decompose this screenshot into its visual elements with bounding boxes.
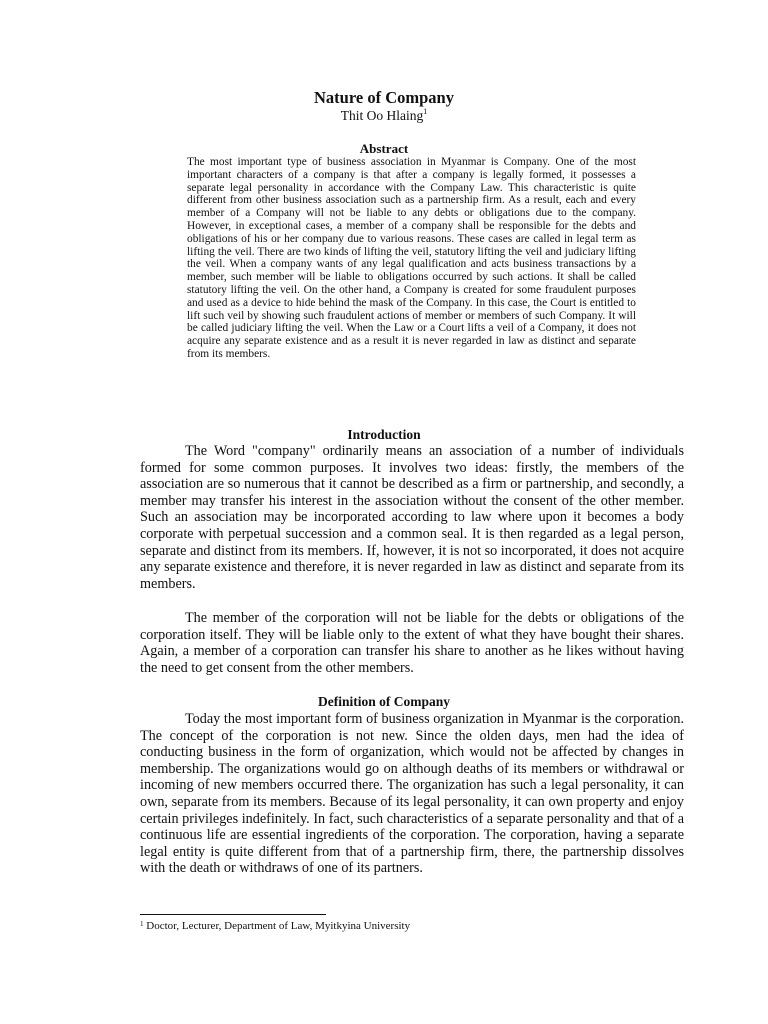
paper-title: Nature of Company — [314, 88, 454, 107]
footnote-text: Doctor, Lecturer, Department of Law, Myitkyina University — [143, 920, 411, 932]
introduction-heading: Introduction — [347, 427, 421, 442]
abstract-heading: Abstract — [359, 141, 409, 156]
definition-heading: Definition of Company — [317, 694, 450, 709]
abstract-text: The most important type of business association in Myanmar is Company. One of the most important characters of a company is that after a company is legally formed, it possesses a separate legal personality in accordance with the Company Law. This characteristic is quite different from other business association such as a partnership firm. As a result, each and every member of a Company will not be liable to any debts or obligations due to the company. However, in exceptional cases, a member of a company shall be responsible for the debts and obligations of his or her company due to various reasons. These cases are called in legal term as lifting the veil. There are two kinds of lifting the veil, statutory lifting the veil and judiciary lifting the veil. When a company wants of any legal qualification and acts business transactions by a member, such member will be liable to obligations occurred by such actions. It shall be called statutory lifting the veil. On the other hand, a Company is created for some fraudulent purposes and used as a device to hide behind the mask of the Company. In this case, the Court is entitled to lift such veil by showing such fraudulent actions of member or members of such Company. It will be called judiciary lifting the veil. When the Law or a Court lifts a veil of a Company, it does not acquire any separate existence and as a result it is never regarded in law as distinct and separate from its members. — [187, 156, 636, 360]
footnote-separator — [140, 914, 326, 915]
author-line — [0, 108, 768, 124]
footnote — [140, 920, 410, 932]
definition-paragraph-1: Today the most important form of business organization in Myanmar is the corporation. The concept of the corporation is not new. Since the olden days, men had the idea of conducting business in the form of organization, which would not be affected by changes in membership. The organizations would go on although deaths of its members or withdrawal or incoming of new members occurred there. The organization has such a legal personality, it can own, separate from its members. Because of its legal personality, it can own property and enjoy certain privileges indefinitely. In fact, such characteristics of a separate personality and that of a continuous life are essential ingredients of the corporation. The corporation, having a separate legal entity is quite different from that of a partnership firm, there, the partnership dissolves with the death or withdraws of one of its partners. — [140, 711, 684, 877]
author-name: Thit Oo Hlaing — [340, 108, 424, 123]
introduction-paragraph-2: The member of the corporation will not be liable for the debts or obligations of the corporation itself. They will be liable only to the extent of what they have bought their shares. Again, a member of a corporation can transfer his share to another as he likes without having the need to get consent from the other members. — [140, 610, 684, 676]
footnote-mark: 1 — [140, 920, 144, 928]
author-footnote-mark: 1 — [423, 107, 428, 116]
introduction-paragraph-1: The Word "company" ordinarily means an association of a number of individuals formed for some common purposes. It involves two ideas: firstly, the members of the association are so numerous that it cannot be described as a firm or partnership, and secondly, a member may transfer his interest in the association without the consent of the other member. Such an association may be incorporated according to law where upon it becomes a body corporate with perpetual succession and a common seal. It is then regarded as a legal person, separate and distinct from its members. If, however, it is not so incorporated, it does not acquire any separate existence and therefore, it is never regarded in law as distinct and separate from its members. — [140, 443, 684, 592]
